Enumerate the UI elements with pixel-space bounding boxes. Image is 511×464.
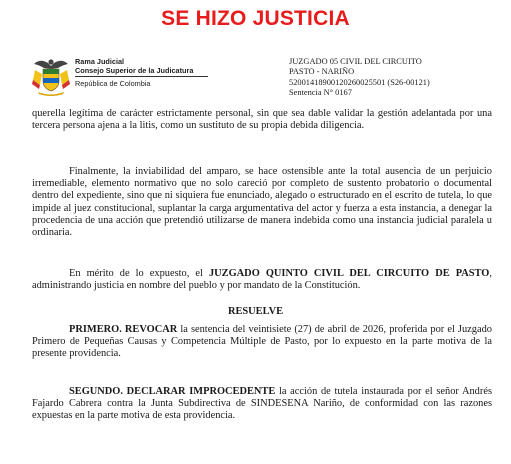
primero-label: PRIMERO. REVOCAR bbox=[69, 324, 178, 335]
paragraph-3-tail: , administrando justicia en nombre del pueblo y por mandato de la Constitución. bbox=[32, 268, 492, 292]
org-line-2: Consejo Superior de la Judicatura bbox=[75, 66, 194, 76]
primero-text: la sentencia del veintisiete (27) de abril de 2026, proferida por el Juzgado Primero de Pequeñas Causas y Competencia Múltiple de Pasto, por lo expuesto en la parte motiva de la presente providencia. bbox=[32, 324, 492, 360]
banner-title: SE HIZO JUSTICIA bbox=[161, 7, 350, 30]
paragraph-3 bbox=[32, 268, 492, 292]
paragraph-2: Finalmente, la inviabilidad del amparo, se hace ostensible ante la total ausencia de un perjuicio irremediable, elemento normativo que no solo careció por completo de sustento probatorio o documental dentro del expediente, sino que ni siquiera fue enunciado, alegado o estructurado en el escrito de tutela, lo que impide al juez constitucional, suplantar la carga argumentativa del actor y fuerza a esta instancia, a denegar la procedencia de una acción que pretendió utilizarse de manera indebida como una instancia judicial paralela u ordinaria. bbox=[32, 166, 492, 239]
segundo-label: SEGUNDO. DECLARAR IMPROCEDENTE bbox=[69, 386, 276, 397]
paragraph-segundo bbox=[32, 386, 492, 423]
paragraph-primero bbox=[32, 324, 492, 361]
segundo-text: la acción de tutela instaurada por el señor Andrés Fajardo Cabrera contra la Junta Subdirectiva de SINDESENA Nariño, de conformidad con las razones expuestas en la parte motiva de esta providencia. bbox=[32, 386, 492, 422]
court-location: PASTO - NARIÑO bbox=[289, 67, 355, 77]
resuelve-heading: RESUELVE bbox=[227, 306, 284, 317]
colombia-coat-of-arms-icon bbox=[30, 54, 72, 98]
organization-name bbox=[75, 57, 208, 89]
court-name: JUZGADO 05 CIVIL DEL CIRCUITO bbox=[289, 57, 422, 66]
paragraph-1: querella legítima de carácter estrictamente personal, sin que sea dable validar la gestión adelantada por una tercera persona ajena a la litis, como un sustituto de su propia debida diligencia. bbox=[32, 108, 492, 132]
paragraph-3-lead: En mérito de lo expuesto, el bbox=[69, 268, 209, 279]
org-divider bbox=[75, 76, 208, 77]
court-reference bbox=[289, 57, 430, 99]
letterhead-logo bbox=[30, 52, 208, 102]
org-line-1: Rama Judicial bbox=[75, 57, 125, 66]
sentence-number: Sentencia N° 0167 bbox=[289, 88, 352, 98]
court-name-bold: JUZGADO QUINTO CIVIL DEL CIRCUITO DE PASTO bbox=[208, 268, 490, 279]
case-number: 52001418900120260025501 (S26-00121) bbox=[289, 77, 430, 87]
org-line-3: República de Colombia bbox=[75, 79, 151, 89]
